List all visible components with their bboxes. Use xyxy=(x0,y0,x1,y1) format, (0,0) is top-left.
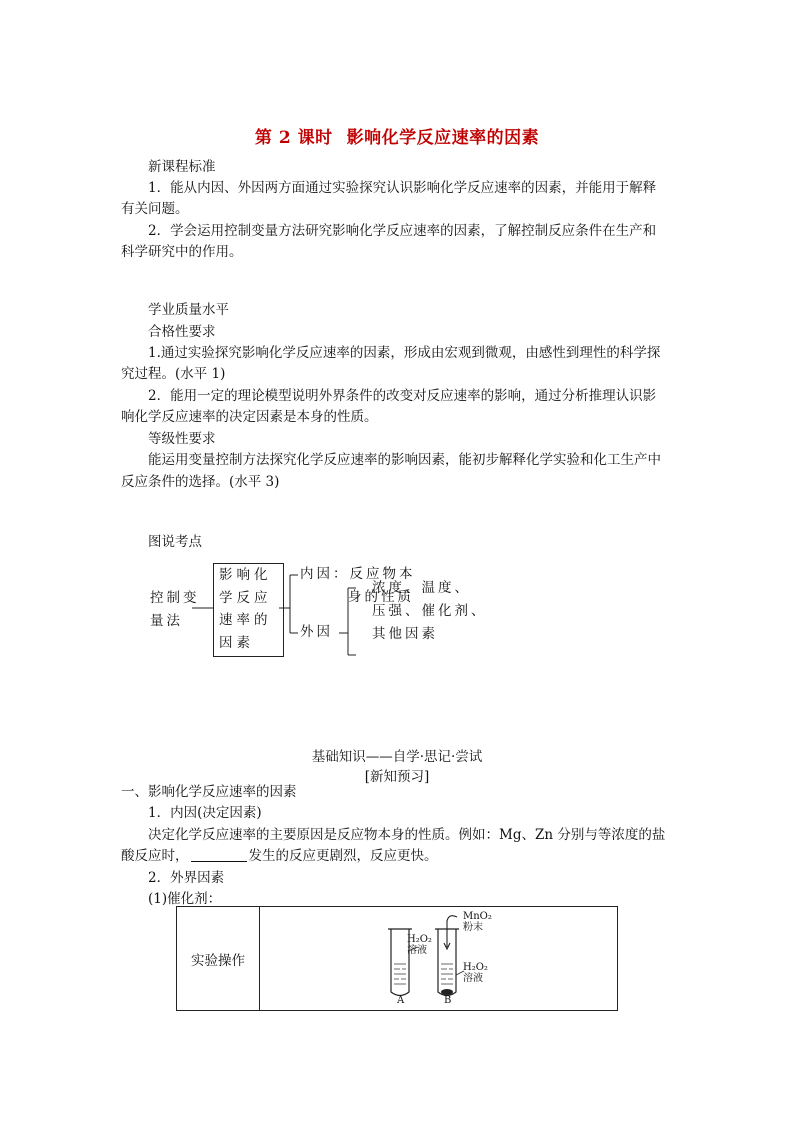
standards-heading: 新课程标准 xyxy=(148,159,216,175)
basics-subheading: [新知预习] xyxy=(364,769,430,785)
spatula-icon xyxy=(444,916,457,949)
catalyst-title: (1)催化剂： xyxy=(148,891,222,907)
grade-heading: 等级性要求 xyxy=(148,431,216,447)
grade-line1: 能运用变量控制方法探究化学反应速率的影响因素，能初步解释化学实验和化工生产中 xyxy=(148,452,661,468)
diagram-root: 控制变 量法 xyxy=(150,590,200,629)
section-1-title: 一、影响化学反应速率的因素 xyxy=(121,784,297,800)
inner-desc-1: ：反应物本 xyxy=(333,566,416,582)
pass-heading: 合格性要求 xyxy=(148,324,216,340)
table-label-cell: 实验操作 xyxy=(177,907,260,1011)
inner-cause-text-2: 酸反应时， 发生的反应更剧烈，反应更快。 xyxy=(121,848,438,864)
tube-b-added: MnO₂ 粉末 xyxy=(463,911,492,933)
standard-2-line1: 2．学会运用控制变量方法研究影响化学反应速率的因素，了解控制反应条件在生产和 xyxy=(148,223,657,239)
tube-a-label: A xyxy=(397,995,405,1006)
inner-cause-title: 1．内因(决定因素) xyxy=(148,805,262,821)
outer-label: 外因 xyxy=(300,624,333,640)
standard-1-line1: 1．能从内因、外因两方面通过实验探究认识影响化学反应速率的因素，并能用于解释 xyxy=(148,180,657,196)
table-image-cell xyxy=(260,907,618,1011)
lesson-number: 第 2 课时 xyxy=(254,128,333,148)
pass-2-line2: 响化学反应速率的决定因素是本身的性质。 xyxy=(121,409,378,425)
pass-1-line1: 1.通过实验探究影响化学反应速率的因素，形成由宏观到微观，由感性到理性的科学探 xyxy=(148,345,661,361)
inner-label: 内因 xyxy=(300,566,333,582)
diagram-heading: 图说考点 xyxy=(148,534,202,550)
tube-a-reagent: H₂O₂ 溶液 xyxy=(407,934,432,956)
basics-heading: 基础知识——自学·思记·尝试 xyxy=(311,749,483,765)
lesson-topic: 影响化学反应速率的因素 xyxy=(346,128,540,148)
standard-1-line2: 有关问题。 xyxy=(121,201,189,217)
diagram-box: 影响化 学反应 速率的 因素 xyxy=(213,563,284,657)
grade-line2: 反应条件的选择。(水平 3) xyxy=(121,474,280,490)
answer-blank[interactable] xyxy=(191,847,247,862)
inner-desc-2: 身的性质 xyxy=(348,589,414,605)
tube-b-label: B xyxy=(444,995,452,1006)
inner-cause-text-1: 决定化学反应速率的主要原因是反应物本身的性质。例如：Mg、Zn 分别与等浓度的盐 xyxy=(148,827,666,843)
page-title xyxy=(0,123,794,148)
test-tubes-illustration xyxy=(260,907,620,1011)
pass-1-line2: 究过程。(水平 1) xyxy=(121,366,226,382)
outer-cause-title: 2．外界因素 xyxy=(148,870,225,886)
outer-desc: 浓度、温度、 压强、催化剂、 其他因素 xyxy=(372,580,488,642)
experiment-table xyxy=(176,906,618,1011)
standard-2-line2: 科学研究中的作用。 xyxy=(121,244,243,260)
tube-b-reagent: H₂O₂ 溶液 xyxy=(463,962,488,984)
pass-2-line1: 2．能用一定的理论模型说明外界条件的改变对反应速率的影响，通过分析推理认识影 xyxy=(148,388,657,404)
quality-heading: 学业质量水平 xyxy=(148,302,229,318)
